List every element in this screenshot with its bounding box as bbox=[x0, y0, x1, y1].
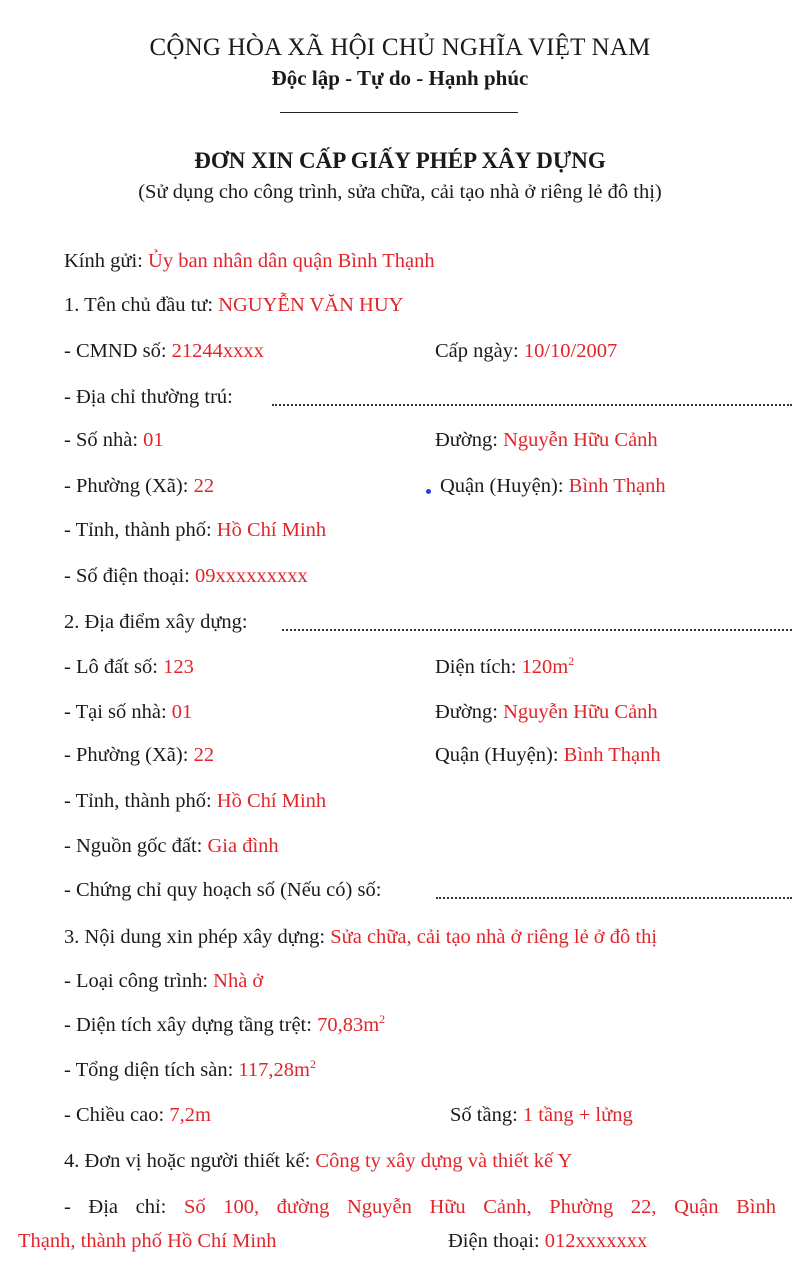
owner-street-line bbox=[435, 429, 658, 452]
owner-street-value: Nguyễn Hữu Cảnh bbox=[503, 429, 658, 451]
site-area-label: Diện tích: bbox=[435, 656, 522, 678]
designer-address-line2: Thạnh, thành phố Hồ Chí Minh bbox=[18, 1230, 277, 1252]
designer-phone-line bbox=[448, 1230, 647, 1253]
designer-phone-value: 012xxxxxxx bbox=[544, 1230, 648, 1252]
site-district-line bbox=[435, 744, 661, 767]
owner-city-line bbox=[64, 519, 326, 542]
site-lot-value: 123 bbox=[163, 656, 194, 678]
content-height-line bbox=[64, 1104, 211, 1127]
site-area-sup: 2 bbox=[568, 654, 575, 669]
content-value: Sửa chữa, cải tạo nhà ở riêng lẻ ở đô thị bbox=[330, 926, 658, 948]
site-location-label: 2. Địa điểm xây dựng: bbox=[64, 611, 248, 633]
owner-district-line bbox=[440, 475, 666, 498]
content-type-value: Nhà ở bbox=[213, 970, 264, 992]
owner-city-label: - Tỉnh, thành phố: bbox=[64, 519, 217, 541]
content-storeys-value: 1 tầng + lửng bbox=[522, 1104, 633, 1126]
owner-ward-line bbox=[64, 475, 214, 498]
content-ground-label: - Diện tích xây dựng tầng trệt: bbox=[64, 1014, 318, 1036]
designer-label: 4. Đơn vị hoặc người thiết kế: bbox=[64, 1150, 316, 1172]
form-title: ĐƠN XIN CẤP GIẤY PHÉP XÂY DỰNG bbox=[194, 148, 606, 173]
content-height-label: - Chiều cao: bbox=[64, 1104, 170, 1126]
site-location-blank bbox=[282, 629, 792, 631]
owner-ward-value: 22 bbox=[193, 475, 215, 497]
site-house-line bbox=[64, 701, 192, 724]
content-ground-line bbox=[64, 1014, 385, 1037]
recipient-line bbox=[64, 250, 435, 273]
content-type-line bbox=[64, 970, 263, 993]
designer-phone-label: Điện thoại: bbox=[448, 1230, 545, 1252]
site-street-line bbox=[435, 701, 658, 724]
recipient-value: Ủy ban nhân dân quận Bình Thạnh bbox=[148, 250, 435, 272]
content-storeys-line bbox=[450, 1104, 633, 1127]
owner-issue-value: 10/10/2007 bbox=[523, 340, 618, 362]
owner-address-blank bbox=[272, 404, 792, 406]
site-district-value: Bình Thạnh bbox=[563, 744, 661, 766]
content-floor-line bbox=[64, 1059, 316, 1082]
owner-id-value: 21244xxxx bbox=[171, 340, 264, 362]
site-city-label: - Tỉnh, thành phố: bbox=[64, 790, 217, 812]
owner-house-value: 01 bbox=[143, 429, 164, 451]
site-city-line bbox=[64, 790, 326, 813]
owner-phone-line bbox=[64, 565, 308, 588]
designer-address-label: - Địa chỉ: bbox=[64, 1196, 184, 1218]
designer-line bbox=[64, 1150, 572, 1173]
recipient-label: Kính gửi: bbox=[64, 250, 149, 272]
owner-issue-line bbox=[435, 340, 617, 363]
owner-district-label: Quận (Huyện): bbox=[440, 475, 569, 497]
owner-name-value: NGUYỄN VĂN HUY bbox=[218, 294, 404, 316]
header-divider bbox=[280, 112, 518, 113]
content-storeys-label: Số tầng: bbox=[450, 1104, 523, 1126]
content-floor-value: 117,28m bbox=[238, 1059, 310, 1081]
site-cert-blank bbox=[436, 897, 792, 899]
content-type-label: - Loại công trình: bbox=[64, 970, 214, 992]
content-floor-label: - Tổng diện tích sàn: bbox=[64, 1059, 239, 1081]
nation-heading: CỘNG HÒA XÃ HỘI CHỦ NGHĨA VIỆT NAM bbox=[149, 34, 651, 61]
site-origin-line bbox=[64, 835, 279, 858]
site-origin-value: Gia đình bbox=[207, 835, 279, 857]
owner-issue-label: Cấp ngày: bbox=[435, 340, 524, 362]
owner-house-label: - Số nhà: bbox=[64, 429, 144, 451]
designer-address-line bbox=[64, 1196, 776, 1219]
owner-ward-label: - Phường (Xã): bbox=[64, 475, 194, 497]
site-house-value: 01 bbox=[171, 701, 193, 723]
content-line bbox=[64, 926, 657, 949]
motto-heading: Độc lập - Tự do - Hạnh phúc bbox=[271, 66, 529, 90]
site-area-value: 120m bbox=[521, 656, 569, 678]
stray-mark bbox=[426, 489, 431, 494]
site-origin-label: - Nguồn gốc đất: bbox=[64, 835, 208, 857]
owner-name-label: 1. Tên chủ đầu tư: bbox=[64, 294, 219, 316]
site-district-label: Quận (Huyện): bbox=[435, 744, 564, 766]
site-ward-label: - Phường (Xã): bbox=[64, 744, 194, 766]
site-lot-label: - Lô đất số: bbox=[64, 656, 164, 678]
owner-district-value: Bình Thạnh bbox=[568, 475, 666, 497]
owner-house-line bbox=[64, 429, 164, 452]
owner-id-label: - CMND số: bbox=[64, 340, 172, 362]
site-area-line bbox=[435, 656, 574, 679]
site-ward-line bbox=[64, 744, 214, 767]
site-cert-label: - Chứng chỉ quy hoạch số (Nếu có) số: bbox=[64, 879, 382, 901]
owner-phone-label: - Số điện thoại: bbox=[64, 565, 195, 587]
designer-value: Công ty xây dựng và thiết kế Y bbox=[315, 1150, 573, 1172]
content-ground-sup: 2 bbox=[379, 1012, 386, 1027]
site-street-value: Nguyễn Hữu Cảnh bbox=[503, 701, 658, 723]
owner-city-value: Hồ Chí Minh bbox=[216, 519, 327, 541]
content-ground-value: 70,83m bbox=[317, 1014, 380, 1036]
form-subtitle: (Sử dụng cho công trình, sửa chữa, cải tạo nhà ở riêng lẻ đô thị) bbox=[138, 181, 662, 203]
site-ward-value: 22 bbox=[193, 744, 215, 766]
owner-name-line bbox=[64, 294, 403, 317]
owner-id-line bbox=[64, 340, 264, 363]
site-lot-line bbox=[64, 656, 194, 679]
site-street-label: Đường: bbox=[435, 701, 504, 723]
site-city-value: Hồ Chí Minh bbox=[216, 790, 327, 812]
content-floor-sup: 2 bbox=[309, 1057, 316, 1072]
owner-phone-value: 09xxxxxxxxx bbox=[194, 565, 308, 587]
site-house-label: - Tại số nhà: bbox=[64, 701, 172, 723]
content-height-value: 7,2m bbox=[169, 1104, 211, 1126]
owner-street-label: Đường: bbox=[435, 429, 504, 451]
designer-address-line1: Số 100, đường Nguyễn Hữu Cảnh, Phường 22, Quận Bình bbox=[183, 1196, 776, 1218]
owner-address-label: - Địa chỉ thường trú: bbox=[64, 386, 233, 408]
content-label: 3. Nội dung xin phép xây dựng: bbox=[64, 926, 331, 948]
